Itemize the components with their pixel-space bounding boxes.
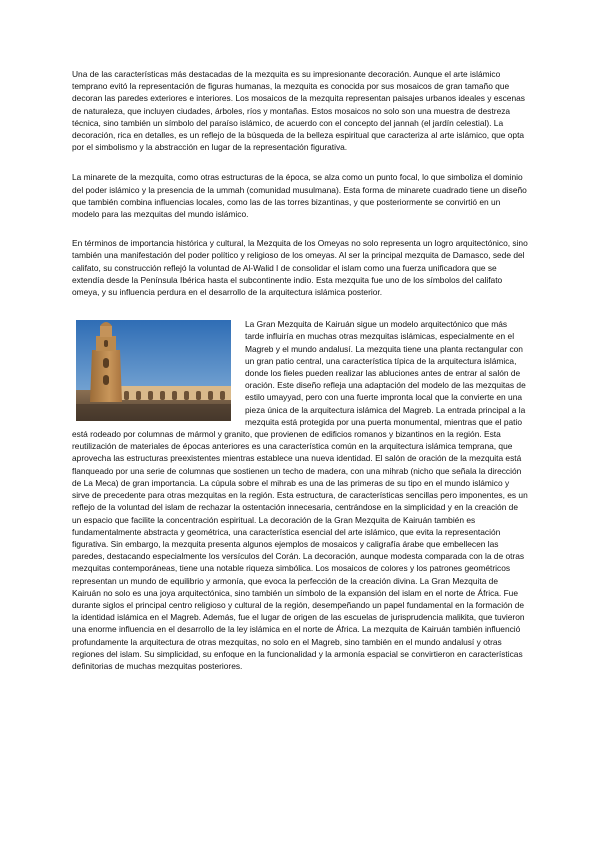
kairouan-mosque-photo [76,320,231,421]
paragraph-kairouan: La Gran Mezquita de Kairuán sigue un modelo arquitectónico que más tarde influiría en muchas otras mezquitas islámicas, especialmente en el Magreb y el mundo andalusí. La mezquita tiene una planta rectangular con un gran patio central, una característica típica de la arquitectura islámica, donde los fieles pueden realizar las abluciones antes de entrar al salón de oración. Este diseño refleja una adaptación del modelo de las mezquitas de estilo umayyad, pero con una fuerte impronta local que la convierte en una pieza única de la arquitectura islámica del Magreb. La entrada principal a la mezquita está protegida por una puerta monumental, mientras que el patio está rodeado por columnas de mármol y granito, que provienen de edificios romanos y bizantinos en la región. Esta reutilización de materiales de épocas anteriores es una característica común en la arquitectura islámica temprana, que aprovecha las estructuras preexistentes mientras establece una nueva identidad. El salón de oración de la mezquita está flanqueado por una serie de columnas que sostienen un techo de madera, con una mihrab (nicho que señala la dirección de La Meca) de gran importancia. La cúpula sobre el mihrab es una de las primeras de su tipo en el mundo islámico y sirve de precedente para otras mezquitas en la región. Esta estructura, de características sencillas pero imponentes, es un reflejo de la voluntad del islam de rechazar la ostentación innecesaria, centrándose en la simplicidad y en la creación de un espacio que facilite la concentración espiritual. La decoración de la Gran Mezquita de Kairuán también es fundamentalmente abstracta y geométrica, una característica esencial del arte islámico, que evita la representación figurativa. Sin embargo, la mezquita presenta algunos ejemplos de mosaicos y caligrafía árabe que embellecen las paredes, destacando especialmente los versículos del Corán. La decoración, aunque modesta comparada con la de otras mezquitas contemporáneas, tiene una notable riqueza simbólica. Los mosaicos de colores y los patrones geométricos representan un mundo de equilibrio y armonía, que evoca la perfección de la creación divina. La Gran Mezquita de Kairuán no solo es una joya arquitectónica, sino también un símbolo de la expansión del islam en el norte de África. Fue durante siglos el principal centro religioso y cultural de la región, desempeñando un papel fundamental en la formación de la identidad islámica en el Magreb. Además, fue el lugar de origen de las escuelas de jurisprudencia malikita, que tuvieron una enorme influencia en el desarrollo de la ley islámica en el norte de África. La mezquita de Kairuán también influenció profundamente la arquitectura de otras mezquitas, no solo en el Magreb, sino también en el mundo andalusí y otras regiones del islam. Su simplicidad, su enfoque en la funcionalidad y la armonía espacial se convirtieron en características definitorias de muchas mezquitas posteriores. [72,319,528,671]
paragraph-importance: En términos de importancia histórica y cultural, la Mezquita de los Omeyas no solo representa un logro arquitectónico, sino también una manifestación del poder político y religioso de los omeyas. Al ser la principal mezquita de Damasco, sede del califato, su construcción reflejó la voluntad de Al-Walid I de consolidar el islam como una fuerza unificadora que se extendía desde la Península Ibérica hasta el subcontinente indio. Esta mezquita fue uno de los símbolos del califato omeya, y su influencia perdura en el desarrollo de la arquitectura islámica posterior. [72,238,528,298]
paragraph-decoration: Una de las características más destacadas de la mezquita es su impresionante decoración. Aunque el arte islámico temprano evitó la representación de figuras humanas, la mezquita es conocida por sus mosaicos de gran tamaño que decoran las paredes exteriores e interiores. Los mosaicos de la mezquita representan paisajes urbanos ideales y escenas de naturaleza, que incluyen ciudades, árboles, ríos y montañas. Estos mosaicos no solo son una muestra de destreza técnica, sino también un símbolo del paraíso islámico, de acuerdo con el concepto del jannah (el jardín celestial). La decoración, rica en detalles, es un reflejo de la búsqueda de la belleza espiritual que caracteriza al arte islámico, que opta por el simbolismo y la abstracción en lugar de la representación figurativa. [72,69,525,153]
document-page [72,68,528,672]
paragraph-minaret: La minarete de la mezquita, como otras estructuras de la época, se alza como un punto focal, lo que simboliza el dominio del poder islámico y la presencia de la ummah (comunidad musulmana). Esta forma de minarete cuadrado tiene un diseño que también combina influencias locales, como las de las torres bizantinas, y que posteriormente se convirtió en un modelo para las mezquitas del mundo islámico. [72,172,527,220]
